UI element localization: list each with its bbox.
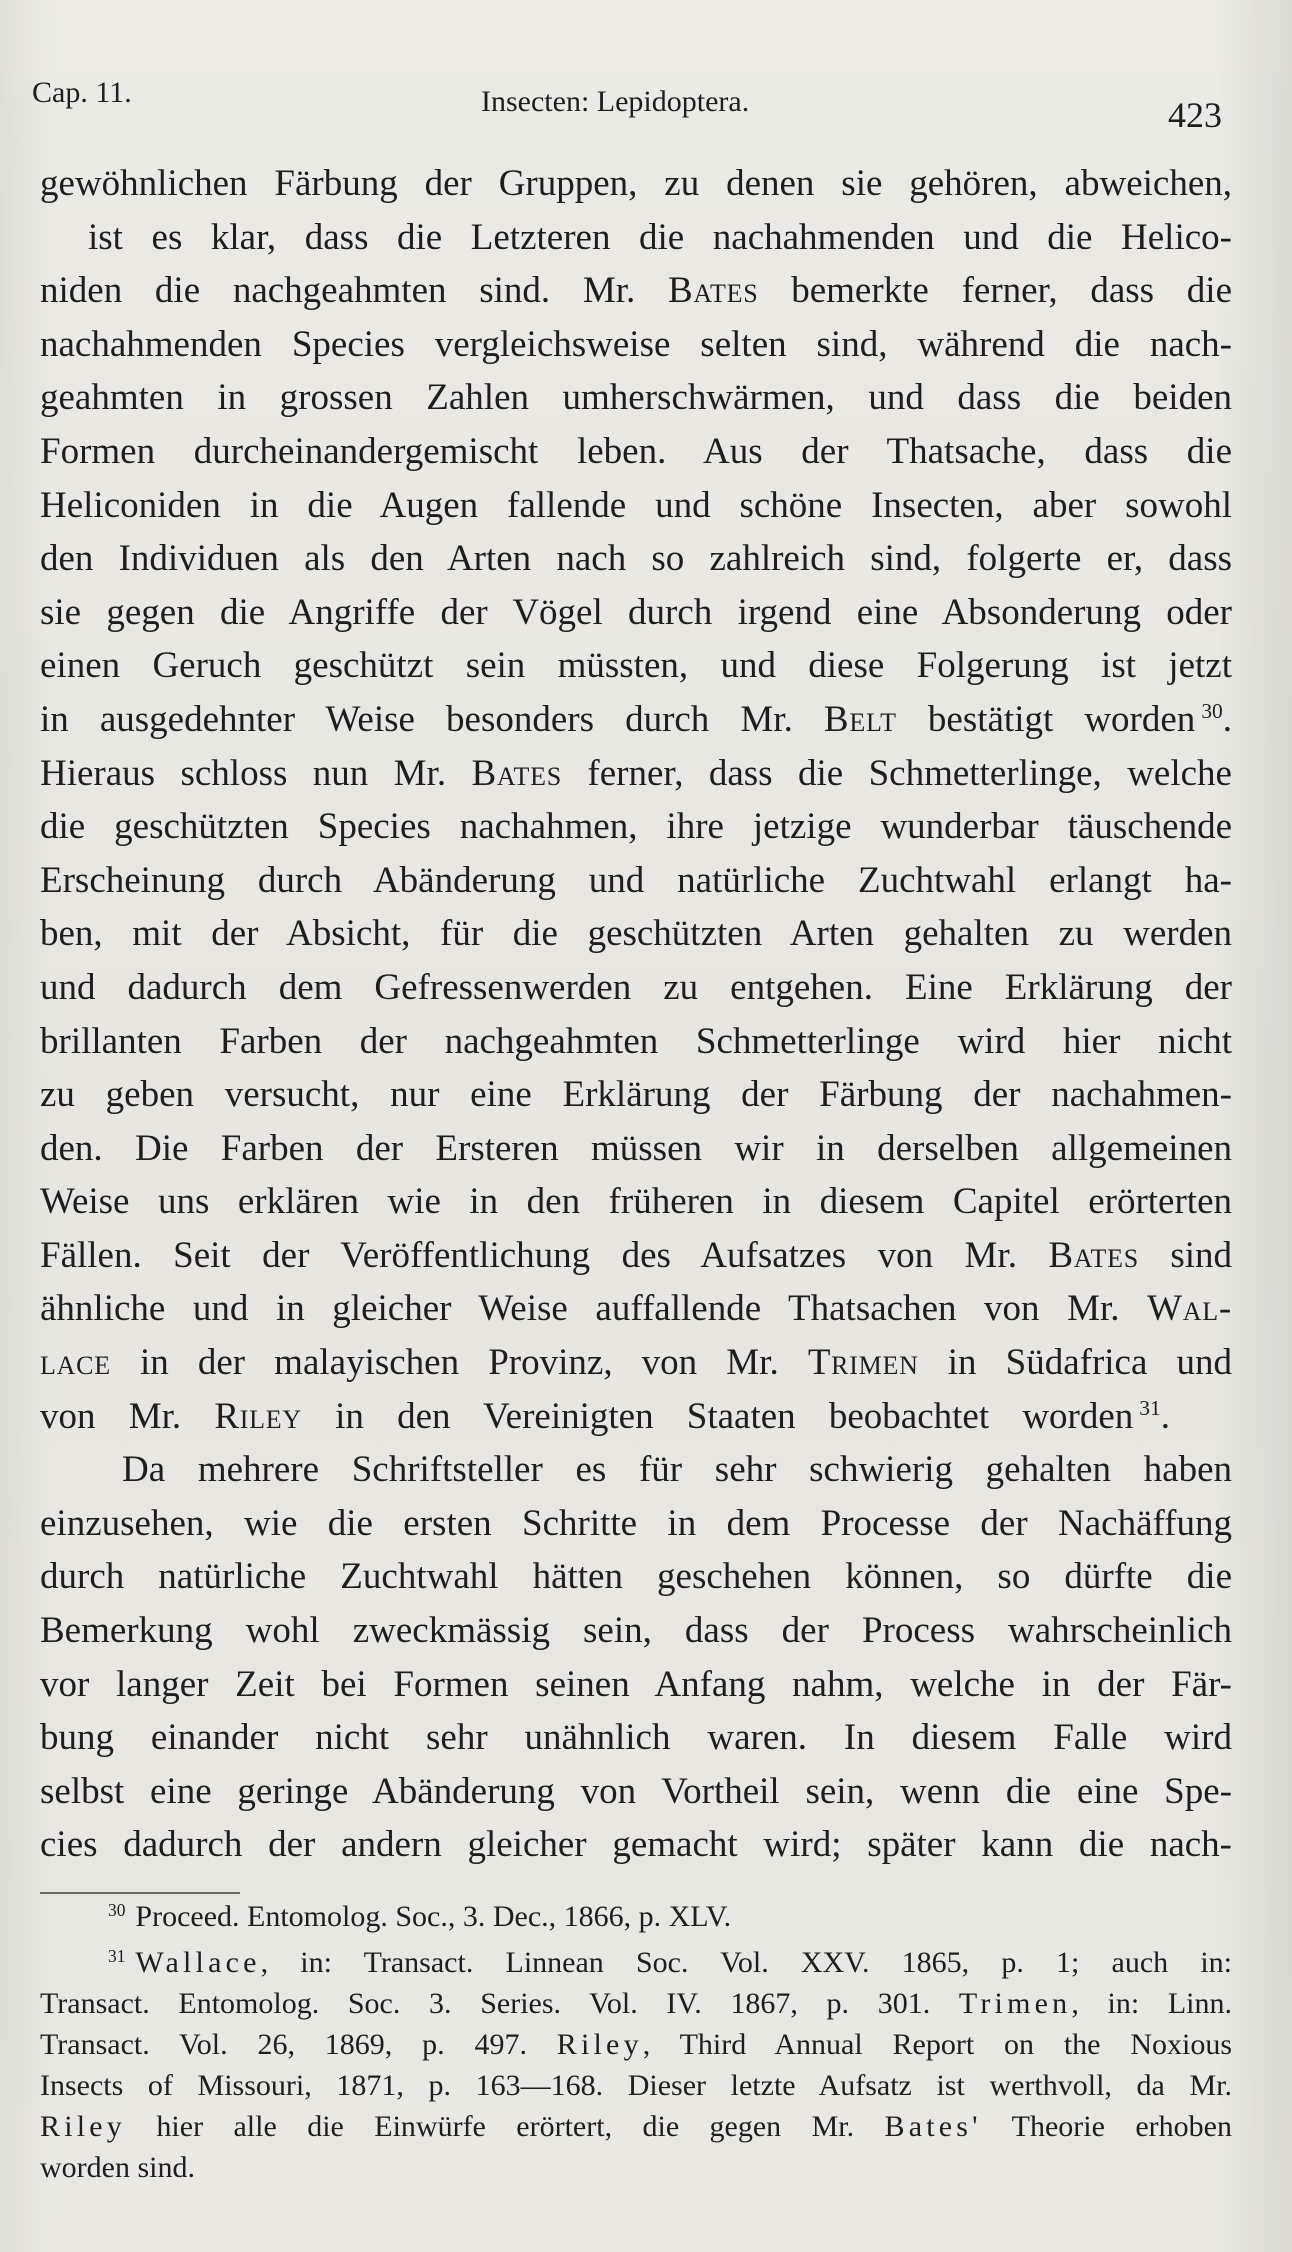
body-line bbox=[40, 1122, 1232, 1176]
text-run: Theorie erhoben bbox=[981, 2110, 1232, 2143]
text-run: in den Vereinigten Staaten beobachtet worden bbox=[301, 1395, 1134, 1437]
text-run: durch natürliche Zuchtwahl hätten geschehen können, so dürfte die bbox=[40, 1556, 1232, 1598]
text-run: Da mehrere Schriftsteller es für sehr schwierig gehalten haben bbox=[122, 1449, 1232, 1491]
text-run: gewöhnlichen Färbung der Gruppen, zu denen sie gehören, abweichen, bbox=[40, 163, 1232, 204]
text-run: ähnliche und in gleicher Weise auffallende Thatsachen von Mr. bbox=[40, 1288, 1148, 1330]
body-line bbox=[40, 639, 1232, 693]
body-line bbox=[40, 1765, 1232, 1819]
text-run: von Mr. bbox=[40, 1395, 215, 1437]
spaced-name: Bates' bbox=[884, 2110, 982, 2143]
footnote-ref: 31 bbox=[1139, 1395, 1161, 1420]
footnote-line bbox=[40, 2147, 1232, 2188]
footnote-line bbox=[40, 1942, 1232, 1983]
text-run: einzusehen, wie die ersten Schritte in dem Processe der Nachäffung bbox=[40, 1502, 1232, 1544]
text-run: geahmten in grossen Zahlen umherschwärmen, und dass die beiden bbox=[40, 377, 1232, 419]
text-run: die geschützten Species nachahmen, ihre jetzige wunderbar täuschende bbox=[40, 806, 1232, 848]
spaced-name: Wallace bbox=[135, 1946, 261, 1979]
footnote-line bbox=[40, 2106, 1232, 2147]
body-line bbox=[40, 800, 1232, 854]
body-line bbox=[40, 1497, 1232, 1551]
text-run: bestätigt worden bbox=[896, 698, 1196, 740]
footnote-ref: 30 bbox=[1201, 699, 1223, 724]
footnote-ref: 31 bbox=[108, 1945, 126, 1966]
text-run: Erscheinung durch Abänderung und natürliche Zuchtwahl erlangt ha- bbox=[40, 859, 1232, 901]
body-line bbox=[40, 854, 1232, 908]
footnote-line bbox=[40, 2065, 1232, 2106]
small-caps-name: Bates bbox=[668, 270, 759, 312]
small-caps-name: Trimen bbox=[807, 1342, 919, 1384]
footnote-line bbox=[40, 1983, 1232, 2024]
small-caps-name: Bates bbox=[471, 752, 562, 794]
text-run: ben, mit der Absicht, für die geschützten Arten gehalten zu werden bbox=[40, 913, 1232, 955]
text-run: niden die nachgeahmten sind. Mr. bbox=[40, 270, 668, 312]
text-run: in der malayischen Provinz, von Mr. bbox=[110, 1342, 808, 1384]
text-run: Heliconiden in die Augen fallende und schöne Insecten, aber sowohl bbox=[40, 484, 1232, 526]
body-line bbox=[40, 961, 1232, 1015]
text-run: worden sind. bbox=[40, 2151, 195, 2184]
text-run: in ausgedehnter Weise besonders durch Mr. bbox=[40, 698, 824, 740]
small-caps-name: lace bbox=[40, 1342, 111, 1384]
text-run: cies dadurch der andern gleicher gemacht wird; später kann die nach- bbox=[40, 1824, 1232, 1866]
text-run: , in: Transact. Linnean Soc. Vol. XXV. 1865, p. 1; auch in: bbox=[260, 1946, 1232, 1979]
text-run: Transact. Entomolog. Soc. 3. Series. Vol. IV. 1867, p. 301. bbox=[40, 1987, 959, 2020]
body-line bbox=[40, 425, 1232, 479]
footnote-line bbox=[40, 2024, 1232, 2065]
text-run: sind bbox=[1138, 1234, 1232, 1276]
text-run: nachahmenden Species vergleichsweise selten sind, während die nach- bbox=[40, 323, 1232, 365]
body-line bbox=[40, 693, 1232, 747]
spaced-name: Trimen bbox=[958, 1987, 1072, 2020]
body-line bbox=[40, 1818, 1232, 1872]
text-run: Transact. Vol. 26, 1869, p. 497. bbox=[40, 2028, 557, 2061]
body-line bbox=[40, 157, 1232, 211]
body-line bbox=[40, 318, 1232, 372]
body-line bbox=[40, 1711, 1232, 1765]
body-line bbox=[40, 1282, 1232, 1336]
body-line bbox=[40, 907, 1232, 961]
body-line bbox=[40, 371, 1232, 425]
text-run: bung einander nicht sehr unähnlich waren. In diesem Falle wird bbox=[40, 1717, 1232, 1759]
text-run: einen Geruch geschützt sein müssten, und diese Folgerung ist jetzt bbox=[40, 645, 1232, 687]
body-line bbox=[40, 1550, 1232, 1604]
small-caps-name: Bates bbox=[1048, 1234, 1139, 1276]
paragraph bbox=[40, 1443, 1232, 1872]
text-run: Fällen. Seit der Veröffentlichung des Aufsatzes von Mr. bbox=[40, 1234, 1049, 1276]
footnote-separator bbox=[40, 1892, 240, 1894]
text-run: vor langer Zeit bei Formen seinen Anfang nahm, welche in der Fär- bbox=[40, 1663, 1232, 1705]
footnote bbox=[40, 1942, 1232, 2188]
text-run: , in: Linn. bbox=[1071, 1987, 1232, 2020]
body-line bbox=[40, 1068, 1232, 1122]
text-run: zu geben versucht, nur eine Erklärung der Färbung der nachahmen- bbox=[40, 1074, 1232, 1116]
body-line bbox=[40, 211, 1232, 265]
body-line bbox=[40, 479, 1232, 533]
page-number: 423 bbox=[1168, 95, 1222, 135]
body-line bbox=[40, 1229, 1232, 1283]
text-run: und dadurch dem Gefressenwerden zu entgehen. Eine Erklärung der bbox=[40, 966, 1232, 1008]
body-line bbox=[40, 264, 1232, 318]
running-head-title: Insecten: Lepidoptera. bbox=[481, 85, 750, 118]
small-caps-name: Wal- bbox=[1147, 1288, 1232, 1330]
paragraph bbox=[40, 157, 1232, 1443]
text-run: Bemerkung wohl zweckmässig sein, dass der Process wahrscheinlich bbox=[40, 1610, 1232, 1652]
body-line bbox=[40, 532, 1232, 586]
footnote-line bbox=[40, 1897, 1232, 1937]
text-run: in Südafrica und bbox=[918, 1342, 1233, 1384]
text-run: Formen durcheinandergemischt leben. Aus der Thatsache, dass die bbox=[40, 430, 1232, 472]
spaced-name: Riley bbox=[556, 2028, 643, 2061]
text-run: den Individuen als den Arten nach so zahlreich sind, folgerte er, dass bbox=[40, 538, 1232, 580]
text-run: bemerkte ferner, dass die bbox=[758, 270, 1232, 312]
body-line bbox=[40, 747, 1232, 801]
body-line bbox=[40, 586, 1232, 640]
body-line bbox=[40, 1336, 1232, 1390]
body-line bbox=[40, 1175, 1232, 1229]
small-caps-name: Riley bbox=[214, 1395, 302, 1437]
body-line bbox=[40, 1443, 1232, 1497]
text-run: ferner, dass die Schmetterlinge, welche bbox=[561, 752, 1232, 794]
footnote-ref: 30 bbox=[108, 1899, 126, 1920]
text-run: . bbox=[1222, 698, 1233, 740]
body-text bbox=[40, 157, 1232, 1872]
text-run: Hieraus schloss nun Mr. bbox=[40, 752, 472, 794]
body-line bbox=[40, 1015, 1232, 1069]
text-run: Weise uns erklären wie in den früheren in diesem Capitel erörterten bbox=[40, 1181, 1232, 1223]
text-run: Insects of Missouri, 1871, p. 163—168. Dieser letzte Aufsatz ist werthvoll, da Mr. bbox=[40, 2069, 1232, 2102]
text-run: ist es klar, dass die Letzteren die nachahmenden und die Helico- bbox=[88, 216, 1232, 258]
text-run: selbst eine geringe Abänderung von Vortheil sein, wenn die eine Spe- bbox=[40, 1770, 1232, 1812]
text-run: Proceed. Entomolog. Soc., 3. Dec., 1866, p. XLV. bbox=[135, 1900, 732, 1933]
text-run: den. Die Farben der Ersteren müssen wir in derselben allgemeinen bbox=[40, 1127, 1232, 1169]
spaced-name: Riley bbox=[40, 2110, 126, 2143]
text-run: brillanten Farben der nachgeahmten Schmetterlinge wird hier nicht bbox=[40, 1020, 1232, 1062]
footnote bbox=[40, 1897, 1232, 1937]
small-caps-name: Belt bbox=[823, 698, 897, 740]
body-line bbox=[40, 1658, 1232, 1712]
text-run: hier alle die Einwürfe erörtert, die gegen Mr. bbox=[126, 2110, 885, 2143]
text-run: sie gegen die Angriffe der Vögel durch irgend eine Absonderung oder bbox=[40, 591, 1232, 633]
body-line bbox=[40, 1390, 1232, 1444]
text-run: . bbox=[1160, 1395, 1170, 1437]
text-run: , Third Annual Report on the Noxious bbox=[642, 2028, 1232, 2061]
body-line bbox=[40, 1604, 1232, 1658]
running-head-chapter: Cap. 11. bbox=[32, 76, 132, 109]
